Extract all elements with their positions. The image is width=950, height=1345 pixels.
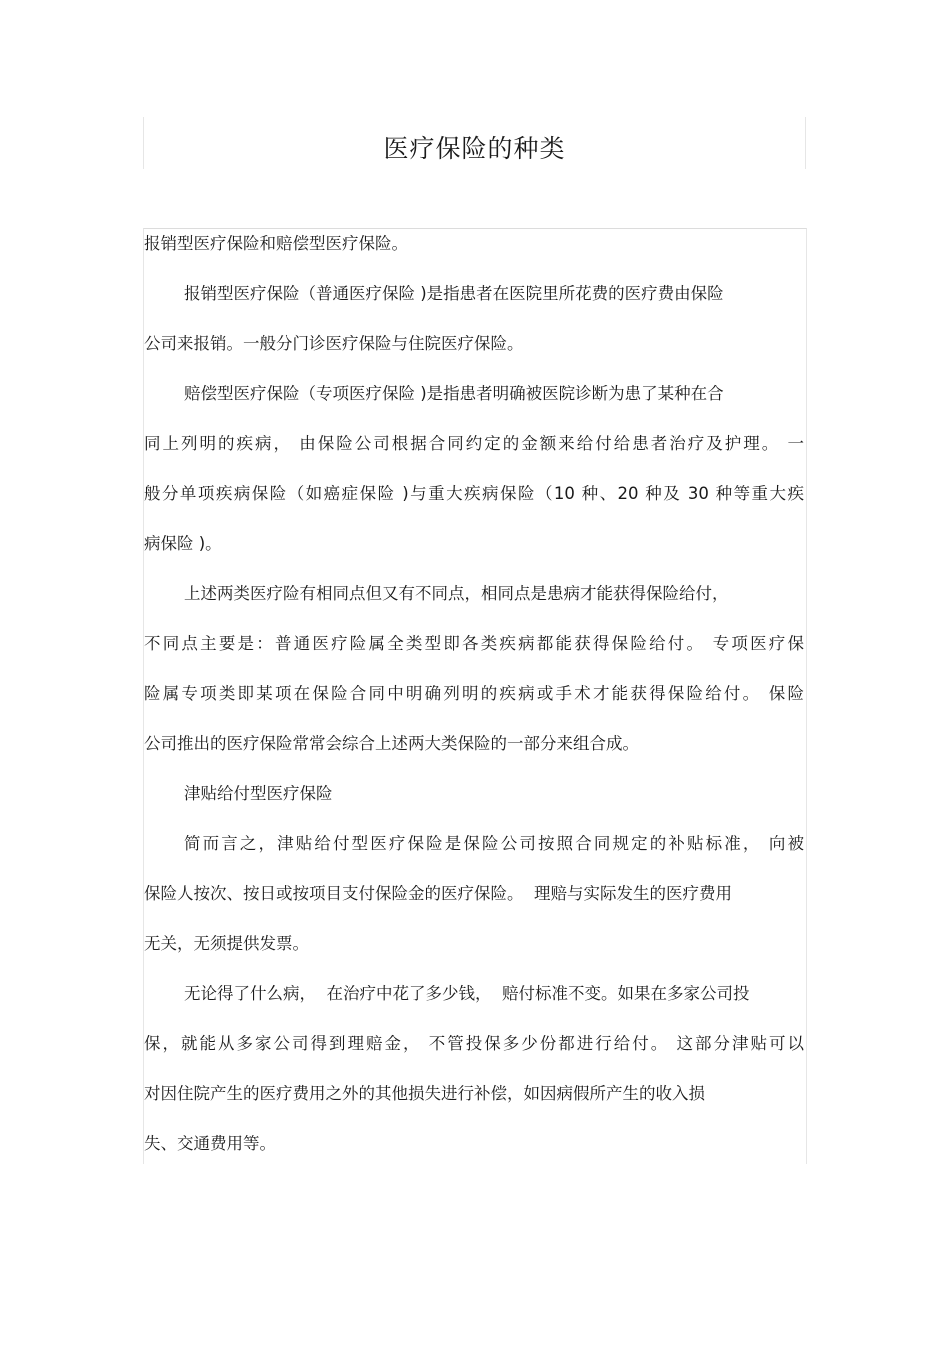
paragraph-line: 失、交通费用等。 [144,1134,276,1153]
document-body [143,228,807,1164]
paragraph-line: 对因住院产生的医疗费用之外的其他损失进行补偿，如因病假所产生的收入损 [144,1084,705,1103]
paragraph-line: 险属专项类即某项在保险合同中明确列明的疾病或手术才能获得保险给付。 保险 [144,684,804,703]
paragraph-line: 无论得了什么病， 在治疗中花了多少钱， 赔付标准不变。如果在多家公司投 [184,984,750,1003]
paragraph-line: 保，就能从多家公司得到理赔金， 不管投保多少份都进行给付。 这部分津贴可以 [144,1034,804,1053]
paragraph-line: 病保险 )。 [144,534,222,553]
paragraph-line: 不同点主要是：普通医疗险属全类型即各类疾病都能获得保险给付。 专项医疗保 [144,634,804,653]
paragraph-line: 保险人按次、按日或按项目支付保险金的医疗保险。 理赔与实际发生的医疗费用 [144,884,732,903]
section-heading: 津贴给付型医疗保险 [184,784,333,803]
paragraph-line: 同上列明的疾病， 由保险公司根据合同约定的金额来给付给患者治疗及护理。 一 [144,434,804,453]
paragraph-line: 般分单项疾病保险（如癌症保险 )与重大疾病保险（10 种、20 种及 30 种等重大疾 [144,484,804,503]
paragraph-line: 上述两类医疗险有相同点但又有不同点，相同点是患病才能获得保险给付， [184,584,729,603]
paragraph-line: 公司推出的医疗保险常常会综合上述两大类保险的一部分来组合成。 [144,734,639,753]
paragraph-line: 赔偿型医疗保险（专项医疗保险 )是指患者明确被医院诊断为患了某种在合 [184,384,724,403]
paragraph-line: 公司来报销。一般分门诊医疗保险与住院医疗保险。 [144,334,524,353]
paragraph-line: 报销型医疗保险和赔偿型医疗保险。 [144,234,408,253]
title-frame [143,117,806,169]
paragraph-line: 简而言之，津贴给付型医疗保险是保险公司按照合同规定的补贴标准， 向被 [184,834,804,853]
paragraph-line: 报销型医疗保险（普通医疗保险 )是指患者在医院里所花费的医疗费由保险 [184,284,724,303]
paragraph-line: 无关，无须提供发票。 [144,934,309,953]
page-title: 医疗保险的种类 [383,134,566,163]
